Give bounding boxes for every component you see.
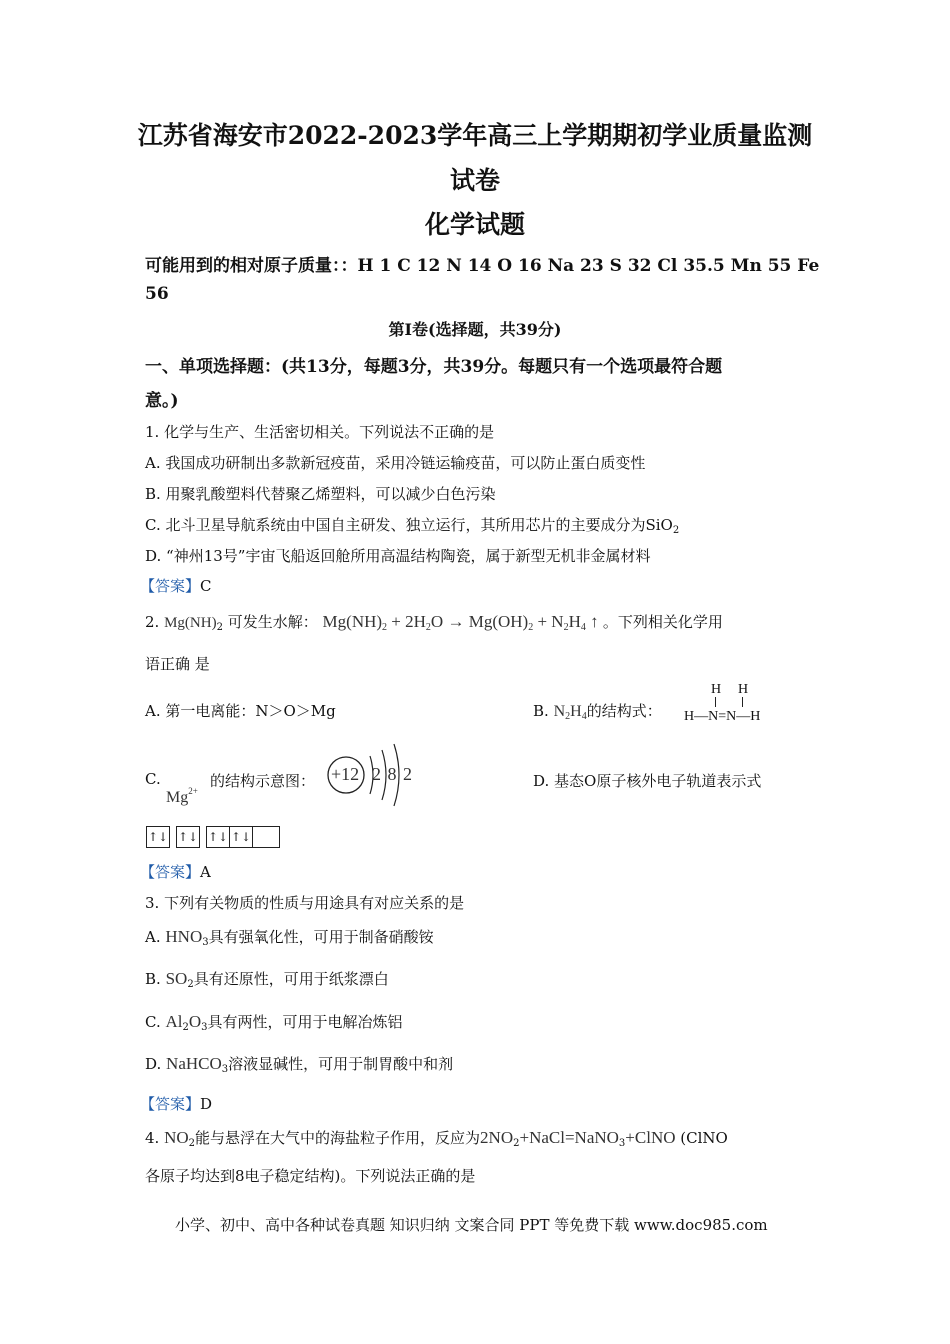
q1-option-c-sub: 2 xyxy=(672,525,680,536)
q2-mgnh2-sub: 2 xyxy=(216,622,223,633)
q3-a-text: 具有强氧化性，可用于制备硝酸铵 xyxy=(208,928,434,946)
q4-no2: NO xyxy=(164,1128,189,1147)
q2-eq-sub-4: 4 xyxy=(580,622,586,633)
q3-d-pre: D. xyxy=(145,1055,162,1073)
q2-mg-ion xyxy=(166,786,198,807)
shell-electrons: 2 8 2 xyxy=(372,764,413,784)
orbital-box: ↑↓ xyxy=(177,830,199,844)
q3-answer xyxy=(140,1093,212,1114)
q2-option-a: A. 第一电离能：N＞O＞Mg xyxy=(145,702,336,720)
q1-option-a: A. 我国成功研制出多款新冠疫苗，采用冷链运输疫苗，可以防止蛋白质变性 xyxy=(145,454,646,472)
q3-c-pre: C. xyxy=(145,1013,161,1031)
q3-b-sub: 2 xyxy=(187,979,194,990)
subject-title: 化学试题 xyxy=(424,210,525,239)
struct-bond-2 xyxy=(742,697,743,707)
q4-num: 4. xyxy=(145,1129,160,1147)
q3-option-c xyxy=(145,1011,403,1033)
title-line2: 试卷 xyxy=(449,166,500,195)
q4-text1: 能与悬浮在大气中的海盐粒子作用，反应为 xyxy=(195,1129,481,1147)
q2-eq-o: O → Mg(OH) xyxy=(430,612,529,631)
struct-h-top-1: H xyxy=(711,682,722,697)
q3-b-pre: B. xyxy=(145,970,161,988)
orbital-2p xyxy=(206,826,280,848)
answer-tag: 【答案】 xyxy=(140,863,201,881)
part1-title: 第I卷(选择题，共39分) xyxy=(388,320,562,339)
orbital-1s xyxy=(146,826,170,848)
struct-bond-1 xyxy=(715,697,716,707)
n2h4-structure xyxy=(684,682,784,726)
q3-a-pre: A. xyxy=(145,928,161,946)
q3-c-formula-2: O xyxy=(188,1012,202,1031)
q2-option-c-pre: C. xyxy=(145,770,161,788)
q3-stem: 3. 下列有关物质的性质与用途具有对应关系的是 xyxy=(145,894,465,912)
q2-option-c-suffix: 的结构示意图： xyxy=(210,772,316,790)
answer-tag: 【答案】 xyxy=(140,577,201,595)
q3-b-formula: SO xyxy=(165,969,188,988)
q4-eq-sub-a: 2 xyxy=(513,1138,520,1149)
q2-mg-ion-symbol: Mg xyxy=(166,789,189,806)
q4-text2: (ClNO xyxy=(680,1129,728,1147)
q4-stem-line2: 各原子均达到8电子稳定结构)。下列说法正确的是 xyxy=(145,1167,476,1185)
q2-eq-up: ↑ xyxy=(590,612,599,631)
q1-option-b: B. 用聚乳酸塑料代替聚乙烯塑料，可以减少白色污染 xyxy=(145,485,496,503)
orbital-box: ↑↓ xyxy=(207,827,230,847)
q3-c-sub-1: 2 xyxy=(182,1022,189,1033)
q2-answer xyxy=(140,861,211,882)
q3-answer-value: D xyxy=(200,1095,213,1113)
q2-eq-sub-a: 2 xyxy=(382,622,388,633)
q3-d-sub: 3 xyxy=(221,1064,229,1075)
atomic-mass-line1: 可能用到的相对原子质量：：H 1 C 12 N 14 O 16 Na 23 S 32 Cl 35.5 Mn 55 Fe xyxy=(145,256,820,276)
q2-option-b xyxy=(533,700,662,722)
q2-tail1: 。下列相关化学用 xyxy=(602,613,723,631)
q2-eq-plus: + N xyxy=(537,612,564,631)
atomic-mass-line2: 56 xyxy=(145,284,169,304)
section1-line1: 一、单项选择题：(共13分，每题3分，共39分。每题只有一个选项最符合题 xyxy=(145,357,723,377)
q2-option-b-suffix: 的结构式： xyxy=(586,702,662,720)
q3-c-formula-1: Al xyxy=(165,1012,183,1031)
q2-num: 2. xyxy=(145,613,160,631)
q3-option-b xyxy=(145,968,389,990)
q3-d-text: 溶液显碱性，可用于制胃酸中和剂 xyxy=(228,1055,454,1073)
q4-no2-sub: 2 xyxy=(188,1138,196,1149)
q3-option-d xyxy=(145,1053,453,1075)
q2-answer-value: A xyxy=(200,863,211,881)
q4-eq-c: +ClNO xyxy=(625,1128,676,1147)
q3-a-sub: 3 xyxy=(202,937,209,948)
q1-answer xyxy=(140,575,212,596)
nucleus-label: +12 xyxy=(331,764,360,784)
struct-h-top-2: H xyxy=(738,682,749,697)
section1-line2: 意。) xyxy=(145,391,179,411)
title-line1: 江苏省海安市2022-2023学年高三上学期期初学业质量监测 xyxy=(137,121,813,150)
q4-eq-sub-b: 3 xyxy=(618,1138,626,1149)
q2-stem-line1 xyxy=(145,611,723,633)
q1-option-c xyxy=(145,514,679,536)
orbital-box: ↑↓ xyxy=(147,830,169,844)
q2-option-b-formula: $N_2H_4$ xyxy=(553,703,587,722)
orbital-diagram xyxy=(146,826,286,848)
q2-option-d: D. 基态O原子核外电子轨道表示式 xyxy=(533,772,762,790)
orbital-box: ↑↓ xyxy=(230,827,253,847)
q1-answer-value: C xyxy=(200,577,212,595)
q3-option-a xyxy=(145,926,434,948)
q2-option-c xyxy=(145,770,161,788)
q4-stem-line1 xyxy=(145,1127,728,1149)
struct-main: H—N=N—H xyxy=(684,709,761,724)
q1-stem: 1. 化学与生产、生活密切相关。下列说法不正确的是 xyxy=(145,423,495,441)
q3-a-formula: HNO xyxy=(165,927,203,946)
q2-eq-lhs: Mg(NH) xyxy=(322,612,383,631)
q2-eq-sub-d: 2 xyxy=(563,622,569,633)
q2-mgnh2: Mg(NH) xyxy=(164,615,217,631)
q2-option-b-pre: B. xyxy=(533,702,549,720)
q2-hydro: 可发生水解： xyxy=(227,613,318,631)
q4-eq-b: +NaCl=NaNO xyxy=(519,1128,619,1147)
orbital-2s xyxy=(176,826,200,848)
q2-equation xyxy=(323,612,603,631)
answer-tag: 【答案】 xyxy=(140,1095,201,1113)
q2-eq-sub-b: 2 xyxy=(425,622,431,633)
orbital-box xyxy=(253,827,279,847)
q3-c-text: 具有两性，可用于电解冶炼铝 xyxy=(207,1013,403,1031)
q1-option-d: D. “神州13号”宇宙飞船返回舱所用高温结构陶瓷，属于新型无机非金属材料 xyxy=(145,547,651,565)
q2-eq-sub-c: 2 xyxy=(528,622,534,633)
q2-eq-2h2o: + 2H xyxy=(391,612,426,631)
page-footer: 小学、初中、高中各种试卷真题 知识归纳 文案合同 PPT 等免费下载 www.doc985.com xyxy=(175,1216,768,1234)
q3-c-sub-2: 3 xyxy=(201,1022,208,1033)
q1-option-c-text: C. 北斗卫星导航系统由中国自主研发、独立运行，其所用芯片的主要成分为SiO xyxy=(145,516,673,534)
q4-eq-a: 2NO xyxy=(480,1128,514,1147)
q2-stem-line2: 语正确 是 xyxy=(145,655,210,673)
q2-eq-h: H xyxy=(568,612,581,631)
q3-d-formula: NaHCO xyxy=(166,1054,222,1073)
q3-b-text: 具有还原性，可用于纸浆漂白 xyxy=(193,970,389,988)
q2-mg-ion-charge: 2+ xyxy=(188,786,198,796)
